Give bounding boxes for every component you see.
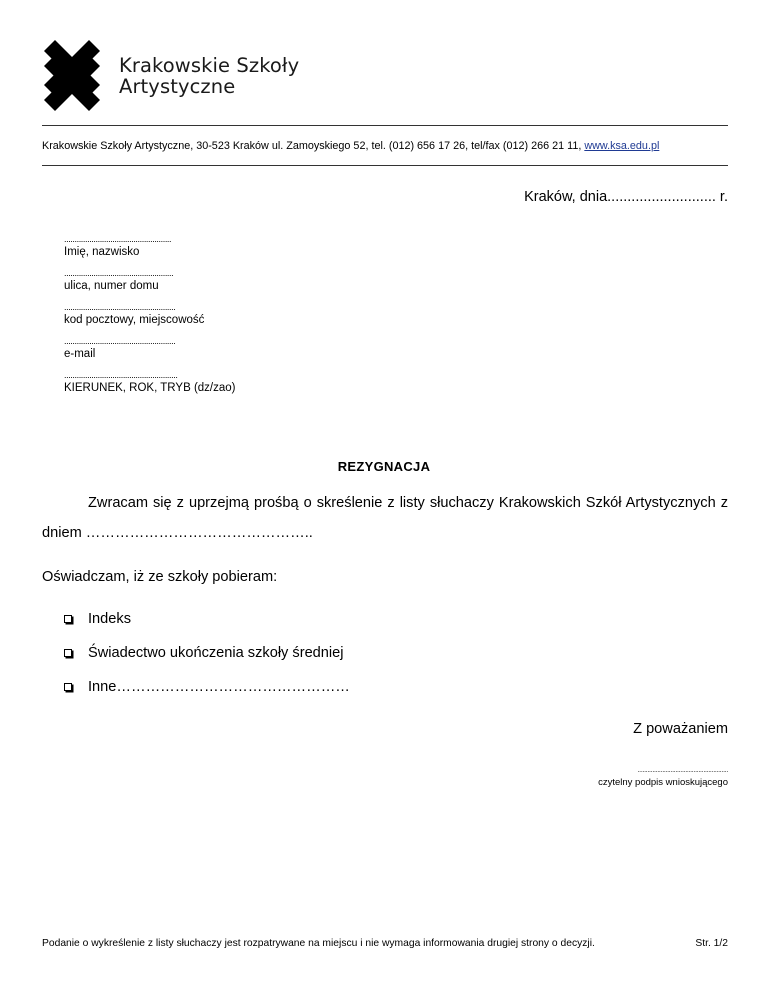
applicant-fields xyxy=(64,234,235,404)
request-paragraph xyxy=(42,488,728,548)
field-label: Imię, nazwisko xyxy=(64,246,140,258)
statement-text: Oświadczam, iż ze szkoły pobieram: xyxy=(42,569,278,585)
page-footer xyxy=(42,938,728,949)
school-logo xyxy=(42,40,299,111)
logo-name-line1: Krakowskie Szkoły xyxy=(119,53,300,77)
field-street[interactable] xyxy=(64,268,235,302)
page-number: Str. 1/2 xyxy=(695,938,728,949)
field-postal-city[interactable] xyxy=(64,302,235,336)
field-label: kod pocztowy, miejscowość xyxy=(64,314,205,326)
field-study-program[interactable] xyxy=(64,370,235,404)
checklist-item-other[interactable] xyxy=(64,670,350,704)
address-text: Krakowskie Szkoły Artystyczne, 30-523 Kraków ul. Zamoyskiego 52, tel. (012) 656 17 26, tel/fax (012) 266 21 11, xyxy=(42,140,585,152)
logo-name-line2: Artystyczne xyxy=(119,74,236,98)
field-email[interactable] xyxy=(64,336,235,370)
website-link[interactable]: www.ksa.edu.pl xyxy=(584,140,660,152)
header-bottom-divider xyxy=(42,165,728,166)
checklist-label: Inne………………………………………… xyxy=(88,679,350,695)
checkbox-icon[interactable] xyxy=(64,649,72,657)
checkbox-icon[interactable] xyxy=(64,615,72,623)
checklist-label: Świadectwo ukończenia szkoły średniej xyxy=(88,645,344,661)
signature-label: czytelny podpis wnioskującego xyxy=(598,777,728,788)
logo-wordmark xyxy=(119,55,299,97)
signature-line[interactable]: ....................................................... xyxy=(637,767,728,774)
documents-checklist xyxy=(64,602,350,704)
field-name[interactable] xyxy=(64,234,235,268)
field-dots: ................................................... xyxy=(64,234,172,244)
checkbox-icon[interactable] xyxy=(64,683,72,691)
header-top-divider xyxy=(42,125,728,126)
field-dots: ..................................................... xyxy=(64,336,176,346)
field-dots: ...................................................... xyxy=(64,370,178,380)
checklist-item-index[interactable] xyxy=(64,602,350,636)
field-dots: .................................................... xyxy=(64,268,174,278)
field-label: ulica, numer domu xyxy=(64,280,159,292)
footer-note: Podanie o wykreślenie z listy słuchaczy jest rozpatrywane na miejscu i nie wymaga informowania drugiej strony o decyzji. xyxy=(42,938,595,949)
request-text: Zwracam się z uprzejmą prośbą o skreślenie z listy słuchaczy Krakowskich Szkół Artystycznych z dniem ……………………………………….. xyxy=(42,495,728,541)
field-label: KIERUNEK, ROK, TRYB (dz/zao) xyxy=(64,382,236,394)
field-dots: ..................................................... xyxy=(64,302,176,312)
ksa-logo-mark-icon xyxy=(42,40,102,111)
field-label: e-mail xyxy=(64,348,96,360)
header-address xyxy=(42,140,659,152)
checklist-label: Indeks xyxy=(88,611,131,627)
document-title: REZYGNACJA xyxy=(337,459,431,474)
closing-text: Z poważaniem xyxy=(633,721,728,737)
signature-block xyxy=(598,766,728,788)
date-line: Kraków, dnia........................... r. xyxy=(524,189,728,205)
checklist-item-certificate[interactable] xyxy=(64,636,350,670)
